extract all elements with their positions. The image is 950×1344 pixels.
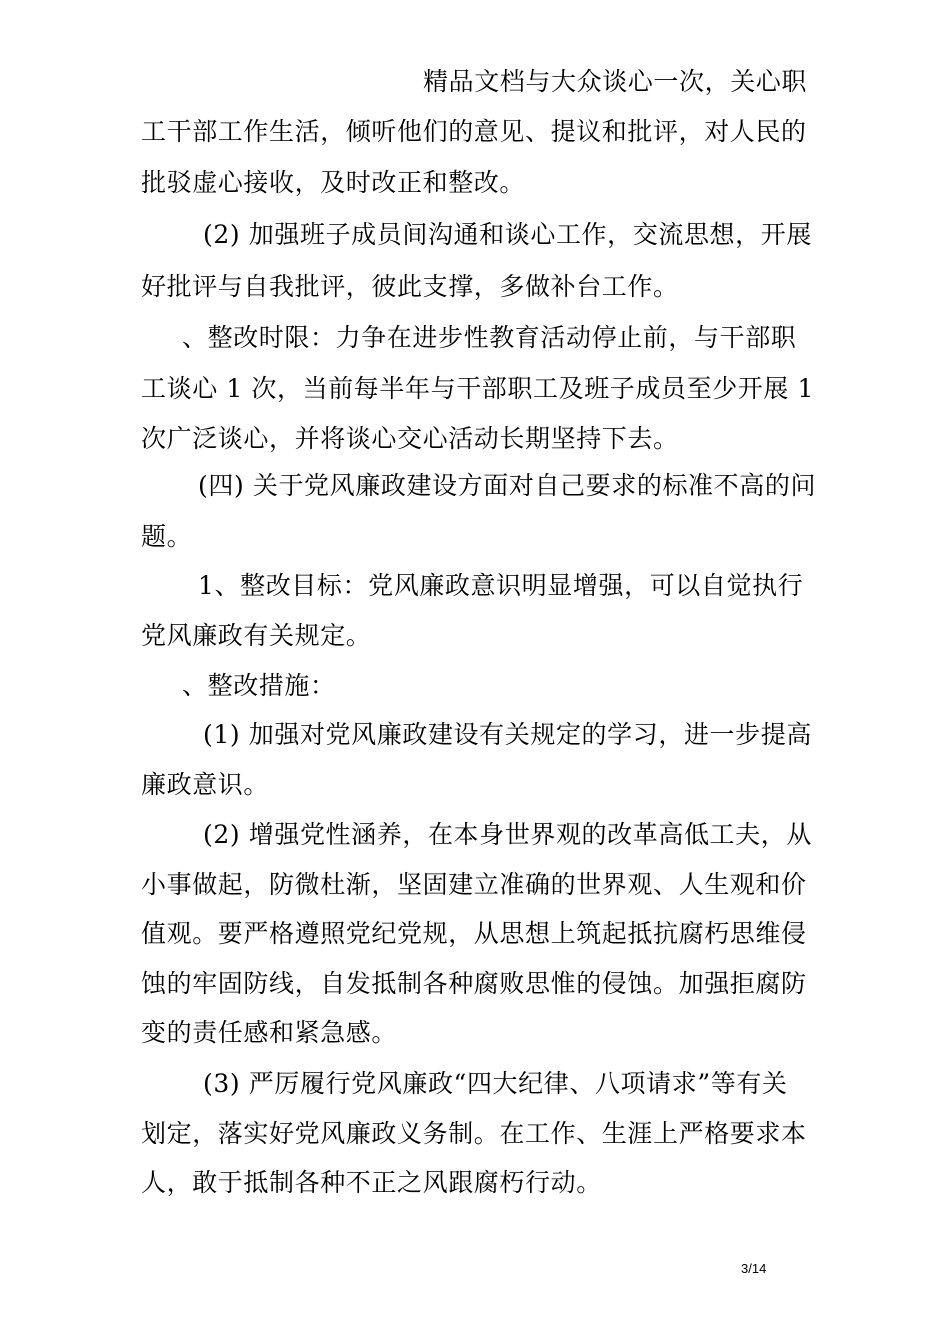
text-line: 小事做起，防微杜渐，坚固建立准确的世界观、人生观和价: [141, 870, 807, 899]
text-line: 党风廉政有关规定。: [141, 621, 372, 650]
text-line: 值观。要严格遵照党纪党规，从思想上筑起抵抗腐朽思维侵: [141, 919, 807, 948]
text-line: 题。: [141, 522, 193, 551]
text-line: (2) 加强班子成员间沟通和谈心工作，交流思想，开展: [203, 220, 812, 249]
text-line: (1) 加强对党风廉政建设有关规定的学习，进一步提高: [203, 720, 812, 749]
text-line: 划定，落实好党风廉政义务制。在工作、生涯上严格要求本: [141, 1119, 807, 1148]
text-line: 次广泛谈心，并将谈心交心活动长期坚持下去。: [141, 424, 679, 453]
text-line: 好批评与自我批评，彼此支撑，多做补台工作。: [141, 272, 679, 301]
text-line: 1、整改目标：党风廉政意识明显增强，可以自觉执行: [198, 571, 804, 600]
text-line: 批驳虚心接收，及时改正和整改。: [141, 168, 526, 197]
text-line: 、整改时限：力争在进步性教育活动停止前，与干部职: [182, 323, 797, 352]
text-line: (四) 关于党风廉政建设方面对自己要求的标准不高的问: [198, 471, 817, 500]
text-line: 、整改措施：: [182, 671, 336, 700]
text-line: 蚀的牢固防线，自发抵制各种腐败思惟的侵蚀。加强拒腐防: [141, 969, 807, 998]
page-number: 3/14: [741, 1261, 767, 1276]
text-line: 变的责任感和紧急感。: [141, 1018, 398, 1047]
text-line: 精品文档与大众谈心一次，关心职: [423, 67, 808, 96]
text-line: 工谈心 1 次，当前每半年与干部职工及班子成员至少开展 1: [141, 374, 815, 403]
text-line: 人，敢于抵制各种不正之风跟腐朽行动。: [141, 1168, 602, 1197]
text-line: 廉政意识。: [141, 770, 270, 799]
text-line: (2) 增强党性涵养，在本身世界观的改革高低工夫，从: [203, 820, 812, 849]
text-line: 工干部工作生活，倾听他们的意见、提议和批评，对人民的: [141, 117, 807, 146]
text-line: (3) 严厉履行党风廉政“四大纪律、八项请求”等有关: [203, 1069, 788, 1098]
